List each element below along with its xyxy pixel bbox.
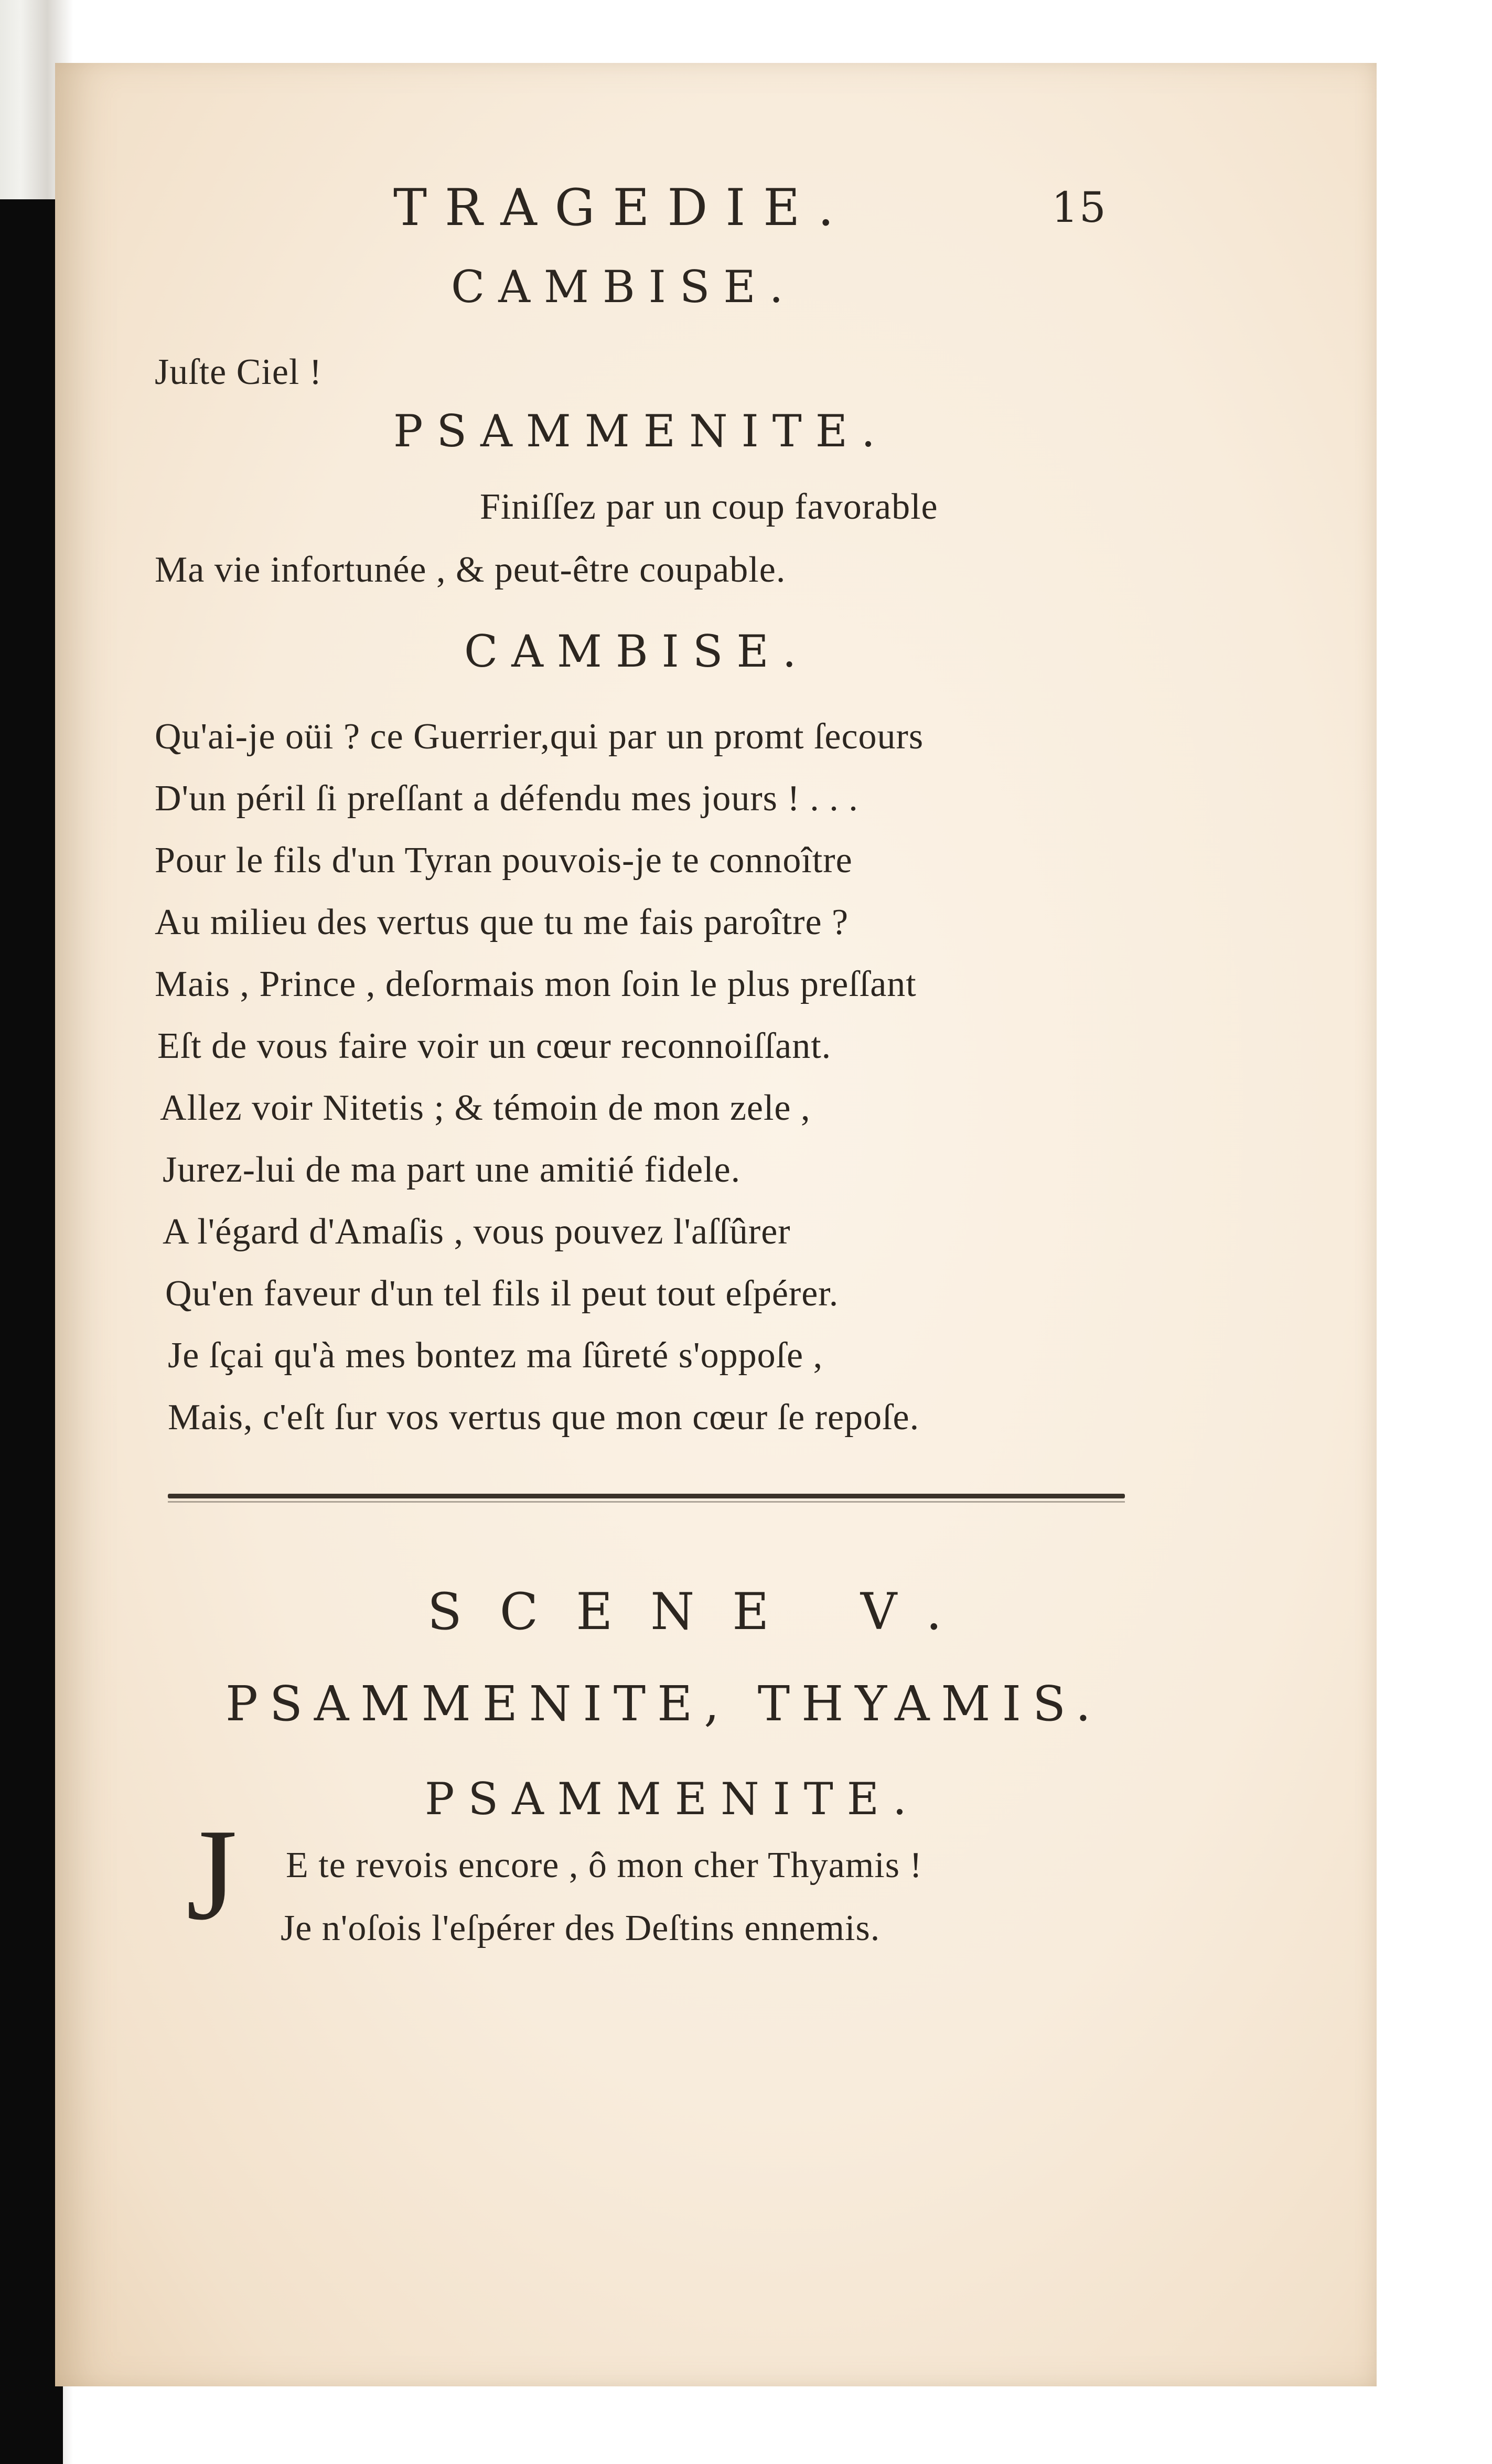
verse-line: Ma vie infortunée , & peut-être coupable.	[155, 550, 786, 590]
verse-line: Au milieu des vertus que tu me fais paroître ?	[155, 902, 849, 942]
verse-line: Juſte Ciel !	[155, 352, 323, 392]
book-edge	[0, 199, 63, 2464]
verse-line: Je ſçai qu'à mes bontez ma ſûreté s'oppoſe ,	[168, 1335, 823, 1376]
verse-line: Allez voir Nitetis ; & témoin de mon zele ,	[160, 1088, 811, 1128]
verse-line: Qu'ai-je oüi ? ce Guerrier,qui par un promt ſecours	[155, 716, 924, 757]
ornamental-rule	[168, 1494, 1125, 1498]
verse-line: Mais , Prince , deſormais mon ſoin le plus preſſant	[155, 964, 917, 1004]
verse-line: Je n'oſois l'eſpérer des Deſtins ennemis.	[281, 1908, 881, 1948]
verse-line: A l'égard d'Amaſis , vous pouvez l'aſſûrer	[163, 1212, 791, 1252]
verse-line: Jurez-lui de ma part une amitié fidele.	[163, 1150, 741, 1190]
verse-line: D'un péril ſi preſſant a défendu mes jours ! . . .	[155, 778, 858, 819]
page-number: 15	[1051, 183, 1107, 232]
speaker-name: CAMBISE.	[451, 261, 797, 313]
book-page	[55, 63, 1377, 2386]
speaker-name: PSAMMENITE.	[393, 405, 889, 457]
verse-line: Mais, c'eſt ſur vos vertus que mon cœur ſe repoſe.	[168, 1397, 920, 1438]
verse-line: Finiſſez par un coup favorable	[480, 487, 938, 527]
speaker-name: PSAMMENITE.	[425, 1773, 920, 1825]
ornamental-rule-shadow	[168, 1501, 1125, 1503]
speaker-name: CAMBISE.	[464, 626, 810, 677]
verse-line: Pour le fils d'un Tyran pouvois-je te connoître	[155, 840, 853, 881]
scene-heading: SCENE V.	[427, 1582, 980, 1641]
drop-cap: J	[186, 1802, 238, 1947]
scene-cast: PSAMMENITE, THYAMIS.	[226, 1676, 1102, 1732]
running-title: TRAGEDIE.	[393, 178, 852, 237]
verse-line: Qu'en faveur d'un tel fils il peut tout eſpérer.	[165, 1273, 839, 1314]
verse-line: Eſt de vous faire voir un cœur reconnoiſſant.	[157, 1026, 832, 1066]
verse-line: E te revois encore , ô mon cher Thyamis !	[286, 1845, 922, 1886]
